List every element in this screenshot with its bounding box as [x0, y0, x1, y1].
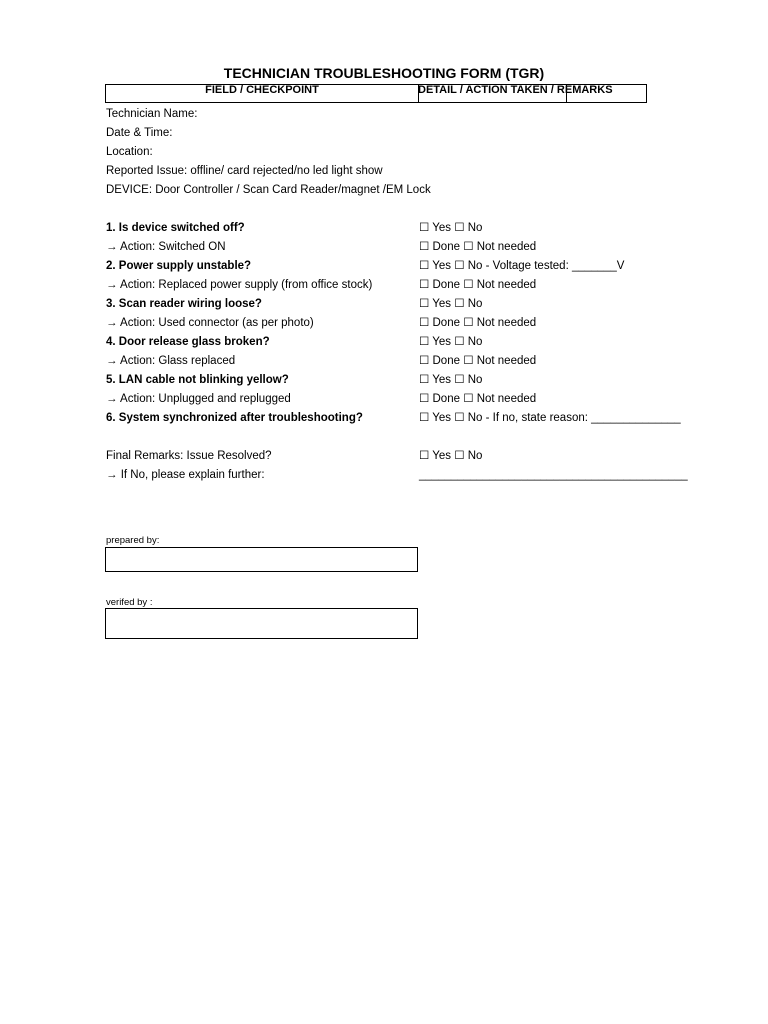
checkpoint-question: 3. Scan reader wiring loose?	[106, 298, 262, 310]
checkpoint-options[interactable]: ☐ Done ☐ Not needed	[419, 241, 537, 253]
checkpoint-options[interactable]: ☐ Yes ☐ No - Voltage tested: _______V	[419, 260, 625, 272]
table-header	[105, 84, 647, 103]
checkpoint-options[interactable]: ☐ Yes ☐ No - If no, state reason: ______________	[419, 412, 681, 424]
checkpoint-question: 1. Is device switched off?	[106, 222, 245, 234]
checkpoint-options[interactable]: ☐ Done ☐ Not needed	[419, 317, 537, 329]
explain-further-label: → If No, please explain further:	[106, 469, 265, 481]
reported-issue-label: Reported Issue: offline/ card rejected/no led light show	[106, 165, 383, 177]
checkpoint-action: → Action: Replaced power supply (from office stock)	[106, 279, 373, 291]
checkpoint-options[interactable]: ☐ Yes ☐ No	[419, 336, 483, 348]
final-remarks-label: Final Remarks: Issue Resolved?	[106, 450, 272, 462]
location-label: Location:	[106, 146, 153, 158]
header-detail-remarks: DETAIL / ACTION TAKEN / REMARKS	[418, 84, 613, 96]
checkpoint-options[interactable]: ☐ Yes ☐ No	[419, 374, 483, 386]
checkpoint-action: → Action: Used connector (as per photo)	[106, 317, 314, 329]
checkpoint-options[interactable]: ☐ Yes ☐ No	[419, 298, 483, 310]
device-label: DEVICE: Door Controller / Scan Card Reader/magnet /EM Lock	[106, 184, 431, 196]
checkpoint-options[interactable]: ☐ Done ☐ Not needed	[419, 279, 537, 291]
checkpoint-options[interactable]: ☐ Yes ☐ No	[419, 222, 483, 234]
checkpoint-options[interactable]: ☐ Done ☐ Not needed	[419, 393, 537, 405]
checkpoint-question: 2. Power supply unstable?	[106, 260, 252, 272]
checkpoint-options[interactable]: ☐ Done ☐ Not needed	[419, 355, 537, 367]
date-time-label: Date & Time:	[106, 127, 173, 139]
checkpoint-question: 4. Door release glass broken?	[106, 336, 270, 348]
technician-name-label: Technician Name:	[106, 108, 198, 120]
verified-by-label: verifed by :	[106, 597, 153, 608]
prepared-by-field[interactable]	[105, 547, 418, 572]
checkpoint-action: → Action: Switched ON	[106, 241, 226, 253]
header-field-checkpoint: FIELD / CHECKPOINT	[205, 84, 319, 96]
checkpoint-action: → Action: Unplugged and replugged	[106, 393, 291, 405]
prepared-by-label: prepared by:	[106, 535, 160, 546]
explain-further-line[interactable]: __________________________________________	[419, 469, 688, 481]
verified-by-field[interactable]	[105, 608, 418, 639]
form-title: TECHNICIAN TROUBLESHOOTING FORM (TGR)	[223, 65, 545, 81]
checkpoint-question: 5. LAN cable not blinking yellow?	[106, 374, 289, 386]
checkpoint-action: → Action: Glass replaced	[106, 355, 236, 367]
final-remarks-options[interactable]: ☐ Yes ☐ No	[419, 450, 483, 462]
checkpoint-question: 6. System synchronized after troubleshooting?	[106, 412, 363, 424]
